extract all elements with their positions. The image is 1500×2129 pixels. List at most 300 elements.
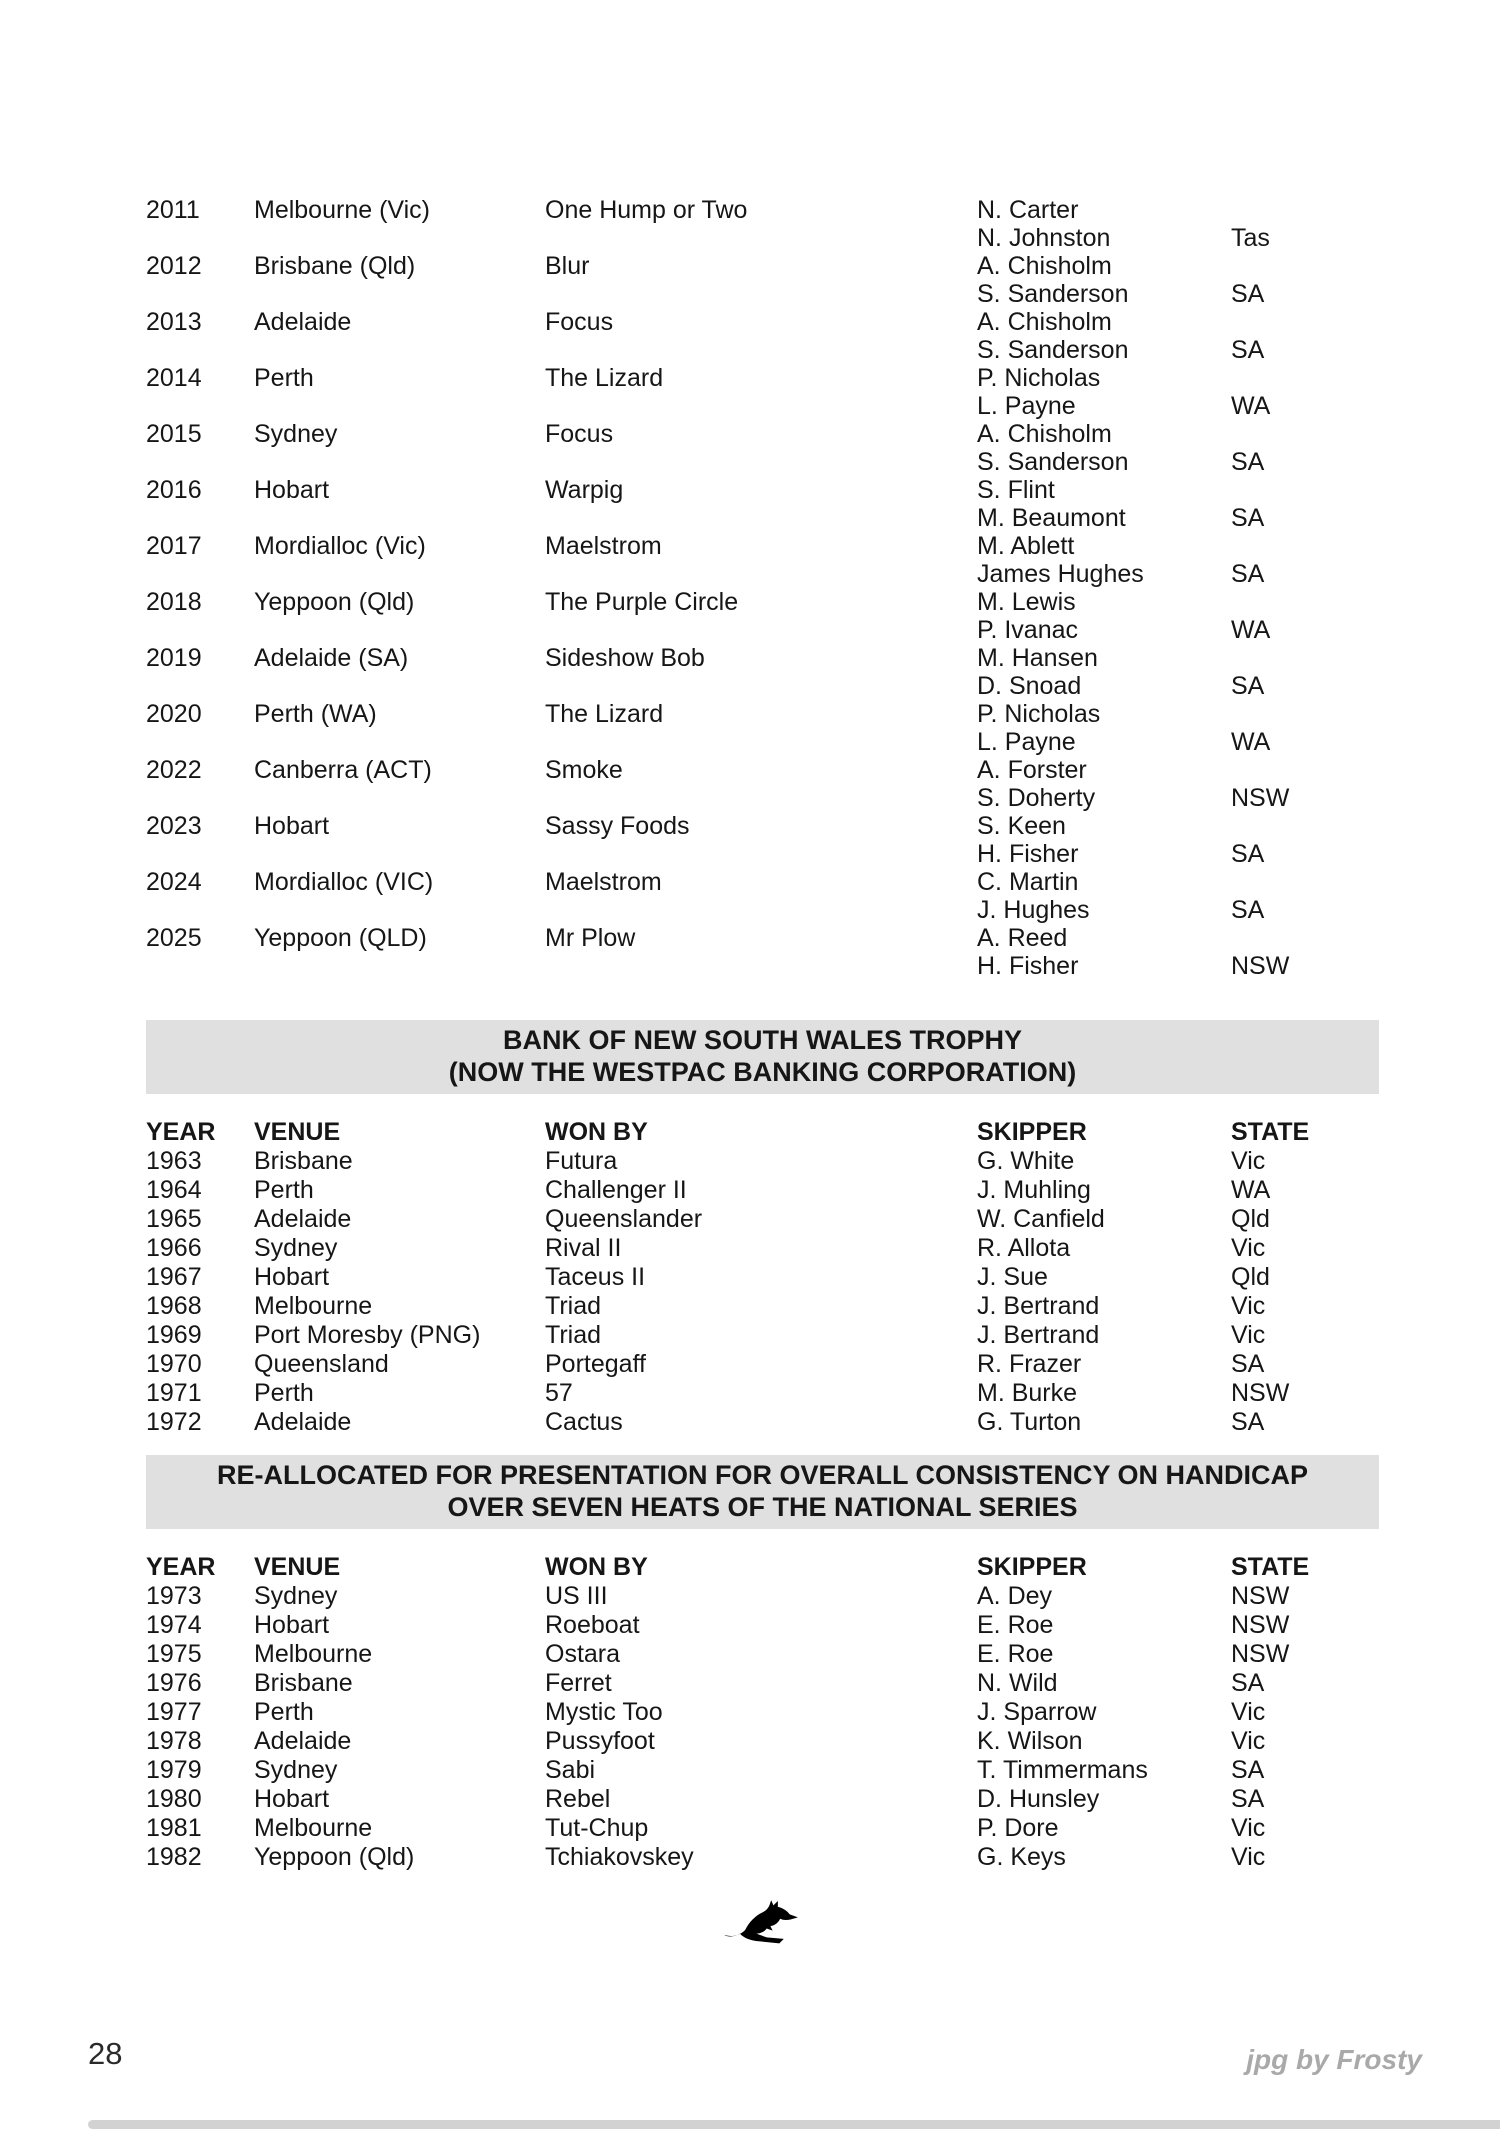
state-cell: SA (1231, 672, 1265, 700)
state-cell: SA (1231, 280, 1265, 308)
won-by-cell: Rebel (545, 1785, 611, 1813)
year-cell: 2023 (146, 812, 202, 840)
state-cell (1231, 308, 1379, 336)
won-by-cell: Rival II (545, 1234, 622, 1262)
won-by-cell: Challenger II (545, 1176, 687, 1204)
won-by-cell: Cactus (545, 1408, 623, 1436)
state-cell: Vic (1231, 1843, 1266, 1871)
skipper-cell: A. Reed (977, 924, 1068, 952)
won-by-cell: Sassy Foods (545, 812, 690, 840)
spacer-cell (146, 616, 254, 644)
venue-cell: Brisbane (254, 1147, 353, 1175)
skipper-cell: M. Ablett (977, 532, 1075, 560)
spacer-cell (545, 840, 977, 868)
won-by-cell: Triad (545, 1292, 602, 1320)
state-cell (1231, 700, 1379, 728)
result-row-1968 (146, 1292, 1379, 1321)
spacer-cell (254, 392, 545, 420)
year-cell: 1966 (146, 1234, 202, 1262)
skipper-cell: P. Nicholas (977, 364, 1101, 392)
skipper-cell: J. Bertrand (977, 1321, 1100, 1349)
state-column-header: STATE (1231, 1553, 1310, 1581)
skipper-cell: S. Flint (977, 476, 1055, 504)
year-cell: 2018 (146, 588, 202, 616)
state-cell: WA (1231, 616, 1271, 644)
venue-cell: Perth (254, 364, 314, 392)
skipper-cell: W. Canfield (977, 1205, 1105, 1233)
state-cell: SA (1231, 1669, 1265, 1697)
spacer-cell (545, 560, 977, 588)
won-by-cell: Tchiakovskey (545, 1843, 694, 1871)
venue-cell: Melbourne (Vic) (254, 196, 431, 224)
state-cell (1231, 588, 1379, 616)
won-by-cell: Smoke (545, 756, 623, 784)
state-cell (1231, 812, 1379, 840)
state-cell: Qld (1231, 1263, 1270, 1291)
skipper-cell: C. Martin (977, 868, 1079, 896)
spacer-cell (146, 392, 254, 420)
skipper-cell: N. Wild (977, 1669, 1058, 1697)
skipper-cell: M. Lewis (977, 588, 1076, 616)
skipper-cell: R. Allota (977, 1234, 1071, 1262)
state-cell: WA (1231, 728, 1271, 756)
venue-cell: Sydney (254, 1582, 338, 1610)
spacer-cell (545, 784, 977, 812)
result-row-1979 (146, 1756, 1379, 1785)
state-cell (1231, 252, 1379, 280)
venue-cell: Melbourne (254, 1292, 373, 1320)
result-row-1966 (146, 1234, 1379, 1263)
year-cell: 1963 (146, 1147, 202, 1175)
venue-cell: Melbourne (254, 1814, 373, 1842)
state-cell: SA (1231, 448, 1265, 476)
year-cell: 2017 (146, 532, 202, 560)
spacer-cell (146, 840, 254, 868)
venue-cell: Hobart (254, 1263, 330, 1291)
state-column-header: STATE (1231, 1118, 1310, 1146)
state-cell: Vic (1231, 1321, 1266, 1349)
venue-cell: Adelaide (254, 1205, 352, 1233)
spacer-cell (545, 896, 977, 924)
won-by-cell: Mr Plow (545, 924, 636, 952)
page-number: 28 (88, 2036, 123, 2071)
kangaroo-icon (722, 1898, 804, 1950)
state-cell: SA (1231, 504, 1265, 532)
result-row-1967 (146, 1263, 1379, 1292)
skipper-cell: M. Burke (977, 1379, 1078, 1407)
year-cell: 2016 (146, 476, 202, 504)
venue-cell: Hobart (254, 1785, 330, 1813)
venue-cell: Hobart (254, 1611, 330, 1639)
spacer-cell (545, 224, 977, 252)
skipper-cell: A. Chisholm (977, 252, 1112, 280)
skipper-cell: G. Turton (977, 1408, 1082, 1436)
won-by-cell: Focus (545, 308, 614, 336)
skipper-cell: L. Payne (977, 392, 1076, 420)
venue-cell: Perth (254, 1698, 314, 1726)
spacer-cell (254, 896, 545, 924)
skipper-cell: E. Roe (977, 1640, 1054, 1668)
skipper-cell: A. Dey (977, 1582, 1053, 1610)
skipper-cell: J. Sparrow (977, 1698, 1097, 1726)
year-cell: 1972 (146, 1408, 202, 1436)
spacer-cell (545, 392, 977, 420)
page-content (146, 196, 1379, 1955)
venue-cell: Hobart (254, 812, 330, 840)
year-cell: 2014 (146, 364, 202, 392)
year-cell: 1967 (146, 1263, 202, 1291)
spacer-cell (254, 728, 545, 756)
year-cell: 1974 (146, 1611, 202, 1639)
bnsw-trophy-results-table (146, 1147, 1379, 1437)
state-cell: SA (1231, 336, 1265, 364)
venue-cell: Adelaide (254, 308, 352, 336)
year-cell: 1978 (146, 1727, 202, 1755)
banner-title: RE-ALLOCATED FOR PRESENTATION FOR OVERALL CONSISTENCY ON HANDICAP (216, 1460, 1309, 1490)
result-row-1982 (146, 1843, 1379, 1872)
skipper-cell: J. Sue (977, 1263, 1048, 1291)
won-by-cell: The Lizard (545, 364, 664, 392)
venue-cell: Yeppoon (QLD) (254, 924, 427, 952)
year-column-header: YEAR (146, 1553, 216, 1581)
year-cell: 1965 (146, 1205, 202, 1233)
result-row-1972 (146, 1408, 1379, 1437)
year-cell: 1973 (146, 1582, 202, 1610)
skipper-cell: G. Keys (977, 1843, 1066, 1871)
venue-cell: Mordialloc (Vic) (254, 532, 426, 560)
skipper-cell: D. Snoad (977, 672, 1082, 700)
state-cell: NSW (1231, 1611, 1290, 1639)
won-by-cell: Futura (545, 1147, 618, 1175)
skipper-cell: H. Fisher (977, 952, 1079, 980)
result-row-2011 (146, 196, 1379, 252)
won-by-cell: Ferret (545, 1669, 612, 1697)
venue-cell: Melbourne (254, 1640, 373, 1668)
state-cell (1231, 924, 1379, 952)
bnsw-trophy-banner (146, 1020, 1379, 1094)
skipper-cell: L. Payne (977, 728, 1076, 756)
spacer-cell (146, 784, 254, 812)
spacer-cell (146, 672, 254, 700)
spacer-cell (545, 616, 977, 644)
spacer-cell (254, 280, 545, 308)
result-row-1971 (146, 1379, 1379, 1408)
venue-cell: Brisbane (254, 1669, 353, 1697)
result-row-2024 (146, 868, 1379, 924)
state-cell: SA (1231, 840, 1265, 868)
venue-cell: Yeppoon (Qld) (254, 1843, 415, 1871)
spacer-cell (254, 616, 545, 644)
year-cell: 2024 (146, 868, 202, 896)
reallocated-banner (146, 1455, 1379, 1529)
state-cell: NSW (1231, 1379, 1290, 1407)
won-by-cell: Taceus II (545, 1263, 646, 1291)
venue-cell: Queensland (254, 1350, 389, 1378)
banner-subtitle: OVER SEVEN HEATS OF THE NATIONAL SERIES (447, 1492, 1078, 1522)
spacer-cell (146, 224, 254, 252)
skipper-cell: M. Hansen (977, 644, 1098, 672)
spacer-cell (254, 840, 545, 868)
year-cell: 1970 (146, 1350, 202, 1378)
won-by-column-header: WON BY (545, 1118, 648, 1146)
skipper-cell: James Hughes (977, 560, 1144, 588)
state-cell: SA (1231, 1350, 1265, 1378)
spacer-cell (254, 672, 545, 700)
venue-cell: Sydney (254, 420, 338, 448)
venue-cell: Mordialloc (VIC) (254, 868, 434, 896)
year-cell: 2011 (146, 196, 200, 224)
result-row-1975 (146, 1640, 1379, 1669)
result-row-2012 (146, 252, 1379, 308)
skipper-cell: S. Sanderson (977, 448, 1129, 476)
state-cell (1231, 644, 1379, 672)
spacer-cell (545, 336, 977, 364)
won-by-cell: Ostara (545, 1640, 621, 1668)
spacer-cell (545, 280, 977, 308)
state-cell: Vic (1231, 1814, 1266, 1842)
won-by-column-header: WON BY (545, 1553, 648, 1581)
spacer-cell (254, 336, 545, 364)
banner-subtitle: (NOW THE WESTPAC BANKING CORPORATION) (448, 1057, 1077, 1087)
state-cell: Vic (1231, 1698, 1266, 1726)
spacer-cell (545, 504, 977, 532)
skipper-cell: R. Frazer (977, 1350, 1082, 1378)
won-by-cell: Tut-Chup (545, 1814, 649, 1842)
year-cell: 1968 (146, 1292, 202, 1320)
result-row-2016 (146, 476, 1379, 532)
venue-cell: Adelaide (254, 1408, 352, 1436)
state-cell: Vic (1231, 1234, 1266, 1262)
skipper-cell: S. Sanderson (977, 336, 1129, 364)
result-row-2018 (146, 588, 1379, 644)
result-row-1970 (146, 1350, 1379, 1379)
venue-cell: Perth (254, 1379, 314, 1407)
state-cell: Vic (1231, 1727, 1266, 1755)
state-cell (1231, 476, 1379, 504)
state-cell: Vic (1231, 1147, 1266, 1175)
skipper-column-header: SKIPPER (977, 1118, 1087, 1146)
won-by-cell: Blur (545, 252, 590, 280)
state-cell: Tas (1231, 224, 1270, 252)
spacer-cell (254, 448, 545, 476)
year-cell: 1977 (146, 1698, 202, 1726)
venue-cell: Adelaide (254, 1727, 352, 1755)
kangaroo-emblem (146, 1898, 1379, 1955)
spacer-cell (146, 728, 254, 756)
skipper-cell: P. Nicholas (977, 700, 1101, 728)
spacer-cell (254, 224, 545, 252)
skipper-cell: P. Dore (977, 1814, 1059, 1842)
result-row-1963 (146, 1147, 1379, 1176)
spacer-cell (545, 448, 977, 476)
won-by-cell: Warpig (545, 476, 624, 504)
venue-cell: Hobart (254, 476, 330, 504)
year-cell: 2025 (146, 924, 202, 952)
year-cell: 2012 (146, 252, 202, 280)
spacer-cell (146, 280, 254, 308)
state-cell: Qld (1231, 1205, 1270, 1233)
horizontal-scrollbar-thumb[interactable] (88, 2120, 1500, 2129)
state-cell: SA (1231, 896, 1265, 924)
venue-cell: Yeppoon (Qld) (254, 588, 415, 616)
result-row-1965 (146, 1205, 1379, 1234)
skipper-cell: M. Beaumont (977, 504, 1126, 532)
state-cell (1231, 868, 1379, 896)
year-cell: 1981 (146, 1814, 202, 1842)
venue-cell: Perth (WA) (254, 700, 377, 728)
won-by-cell: The Purple Circle (545, 588, 739, 616)
result-row-1977 (146, 1698, 1379, 1727)
result-row-1976 (146, 1669, 1379, 1698)
spacer-cell (146, 560, 254, 588)
state-cell: WA (1231, 1176, 1271, 1204)
skipper-cell: S. Doherty (977, 784, 1096, 812)
year-cell: 2013 (146, 308, 202, 336)
won-by-cell: Portegaff (545, 1350, 647, 1378)
table-header-row (146, 1553, 1379, 1582)
year-cell: 2019 (146, 644, 202, 672)
year-cell: 1982 (146, 1843, 202, 1871)
banner-title: BANK OF NEW SOUTH WALES TROPHY (503, 1025, 1022, 1055)
year-cell: 2022 (146, 756, 202, 784)
venue-cell: Brisbane (Qld) (254, 252, 416, 280)
state-cell: NSW (1231, 952, 1290, 980)
state-cell: NSW (1231, 1640, 1290, 1668)
spacer-cell (254, 504, 545, 532)
spacer-cell (545, 672, 977, 700)
state-cell: NSW (1231, 1582, 1290, 1610)
state-cell: NSW (1231, 784, 1290, 812)
won-by-cell: 57 (545, 1379, 573, 1407)
venue-column-header: VENUE (254, 1118, 341, 1146)
year-column-header: YEAR (146, 1118, 216, 1146)
venue-cell: Adelaide (SA) (254, 644, 409, 672)
state-cell: WA (1231, 392, 1271, 420)
venue-cell: Sydney (254, 1234, 338, 1262)
state-cell (1231, 532, 1379, 560)
won-by-cell: US III (545, 1582, 608, 1610)
state-cell: SA (1231, 1408, 1265, 1436)
skipper-cell: K. Wilson (977, 1727, 1083, 1755)
spacer-cell (254, 560, 545, 588)
skipper-cell: A. Chisholm (977, 308, 1112, 336)
result-row-2017 (146, 532, 1379, 588)
spacer-cell (545, 952, 977, 980)
result-row-2022 (146, 756, 1379, 812)
skipper-cell: S. Sanderson (977, 280, 1129, 308)
result-row-2020 (146, 700, 1379, 756)
venue-column-header: VENUE (254, 1553, 341, 1581)
result-row-1964 (146, 1176, 1379, 1205)
spacer-cell (254, 952, 545, 980)
won-by-cell: Sideshow Bob (545, 644, 705, 672)
won-by-cell: Maelstrom (545, 532, 662, 560)
skipper-cell: A. Forster (977, 756, 1087, 784)
result-row-2025 (146, 924, 1379, 980)
state-cell: SA (1231, 560, 1265, 588)
spacer-cell (146, 896, 254, 924)
won-by-cell: Mystic Too (545, 1698, 663, 1726)
year-cell: 1971 (146, 1379, 202, 1407)
venue-cell: Sydney (254, 1756, 338, 1784)
state-cell (1231, 196, 1379, 224)
skipper-cell: D. Hunsley (977, 1785, 1100, 1813)
skipper-cell: N. Johnston (977, 224, 1111, 252)
skipper-cell: T. Timmermans (977, 1756, 1148, 1784)
year-cell: 1979 (146, 1756, 202, 1784)
result-row-1969 (146, 1321, 1379, 1350)
state-cell (1231, 364, 1379, 392)
skipper-cell: S. Keen (977, 812, 1066, 840)
won-by-cell: One Hump or Two (545, 196, 748, 224)
skipper-cell: A. Chisholm (977, 420, 1112, 448)
won-by-cell: Triad (545, 1321, 602, 1349)
skipper-cell: J. Muhling (977, 1176, 1091, 1204)
won-by-cell: The Lizard (545, 700, 664, 728)
result-row-1981 (146, 1814, 1379, 1843)
result-row-2013 (146, 308, 1379, 364)
skipper-cell: G. White (977, 1147, 1075, 1175)
won-by-cell: Pussyfoot (545, 1727, 655, 1755)
spacer-cell (545, 728, 977, 756)
spacer-cell (146, 336, 254, 364)
state-cell: SA (1231, 1756, 1265, 1784)
year-cell: 1980 (146, 1785, 202, 1813)
state-cell (1231, 420, 1379, 448)
state-cell (1231, 756, 1379, 784)
year-cell: 2015 (146, 420, 202, 448)
result-row-2014 (146, 364, 1379, 420)
year-cell: 1969 (146, 1321, 202, 1349)
result-row-2015 (146, 420, 1379, 476)
venue-cell: Port Moresby (PNG) (254, 1321, 481, 1349)
year-cell: 2020 (146, 700, 202, 728)
skipper-cell: E. Roe (977, 1611, 1054, 1639)
spacer-cell (254, 784, 545, 812)
skipper-cell: H. Fisher (977, 840, 1079, 868)
result-row-1980 (146, 1785, 1379, 1814)
year-cell: 1964 (146, 1176, 202, 1204)
venue-cell: Perth (254, 1176, 314, 1204)
won-by-cell: Focus (545, 420, 614, 448)
skipper-cell: J. Hughes (977, 896, 1090, 924)
state-cell: SA (1231, 1785, 1265, 1813)
skipper-column-header: SKIPPER (977, 1553, 1087, 1581)
national-title-results-continuation-table (146, 196, 1379, 980)
won-by-cell: Queenslander (545, 1205, 703, 1233)
table-header-row (146, 1118, 1379, 1147)
year-cell: 1975 (146, 1640, 202, 1668)
result-row-1978 (146, 1727, 1379, 1756)
skipper-cell: P. Ivanac (977, 616, 1079, 644)
result-row-2023 (146, 812, 1379, 868)
result-row-1973 (146, 1582, 1379, 1611)
skipper-cell: N. Carter (977, 196, 1079, 224)
skipper-cell: J. Bertrand (977, 1292, 1100, 1320)
spacer-cell (146, 448, 254, 476)
won-by-cell: Maelstrom (545, 868, 662, 896)
year-cell: 1976 (146, 1669, 202, 1697)
spacer-cell (146, 504, 254, 532)
won-by-cell: Sabi (545, 1756, 596, 1784)
venue-cell: Canberra (ACT) (254, 756, 432, 784)
credit-watermark: jpg by Frosty (1246, 2044, 1422, 2075)
result-row-2019 (146, 644, 1379, 700)
reallocated-results-table (146, 1582, 1379, 1872)
state-cell: Vic (1231, 1292, 1266, 1320)
result-row-1974 (146, 1611, 1379, 1640)
won-by-cell: Roeboat (545, 1611, 640, 1639)
